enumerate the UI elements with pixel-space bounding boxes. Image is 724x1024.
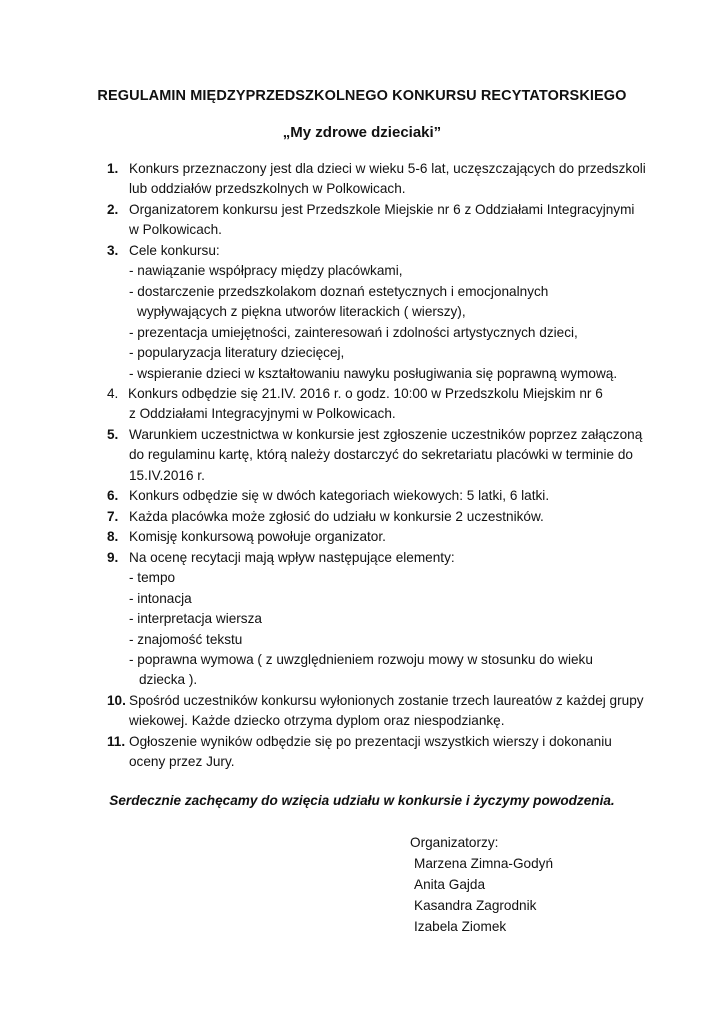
item-text: - tempo bbox=[129, 570, 176, 585]
item-text: - wspieranie dzieci w kształtowaniu nawyku posługiwania się poprawną wymową. bbox=[129, 366, 618, 381]
item-text: lub oddziałów przedszkolnych w Polkowicach. bbox=[129, 181, 406, 196]
item-text: - dostarczenie przedszkolakom doznań estetycznych i emocjonalnych bbox=[129, 284, 549, 299]
organizer-name: Marzena Zimna-Godyń bbox=[414, 856, 554, 871]
item-text: Komisję konkursową powołuje organizator. bbox=[129, 529, 386, 544]
item-number: 8. bbox=[107, 529, 119, 544]
item-text: wypływających z piękna utworów literackich ( wierszy), bbox=[137, 304, 466, 319]
item-text: - prezentacja umiejętności, zainteresowań i zdolności artystycznych dzieci, bbox=[129, 325, 578, 340]
item-text: 15.IV.2016 r. bbox=[129, 468, 205, 483]
item-text: Każda placówka może zgłosić do udziału w konkursie 2 uczestników. bbox=[129, 509, 544, 524]
organizers-label: Organizatorzy: bbox=[410, 835, 499, 850]
item-text: w Polkowicach. bbox=[129, 222, 222, 237]
document-subtitle: „My zdrowe dzieciaki” bbox=[282, 124, 442, 141]
item-text: - znajomość tekstu bbox=[129, 632, 243, 647]
item-text: Ogłoszenie wyników odbędzie się po prezentacji wszystkich wierszy i dokonaniu bbox=[129, 734, 612, 749]
organizer-name: Anita Gajda bbox=[414, 877, 486, 892]
item-number: 3. bbox=[107, 243, 119, 258]
item-text: Na ocenę recytacji mają wpływ następujące elementy: bbox=[129, 550, 455, 565]
item-text: wiekowej. Każde dziecko otrzyma dyplom oraz niespodziankę. bbox=[129, 713, 505, 728]
organizer-name: Izabela Ziomek bbox=[414, 919, 507, 934]
item-number: 7. bbox=[107, 509, 119, 524]
item-text: Cele konkursu: bbox=[129, 243, 220, 258]
item-text: Konkurs odbędzie się w dwóch kategoriach wiekowych: 5 latki, 6 latki. bbox=[129, 488, 550, 503]
item-number: 1. bbox=[107, 161, 119, 176]
item-number: 10. bbox=[107, 693, 126, 708]
item-number: 5. bbox=[107, 427, 119, 442]
item-number: 4. bbox=[107, 386, 119, 401]
item-text: - nawiązanie współpracy między placówkami, bbox=[129, 263, 403, 278]
item-text: - popularyzacja literatury dziecięcej, bbox=[129, 345, 345, 360]
item-text: dziecka ). bbox=[139, 672, 198, 687]
item-text: oceny przez Jury. bbox=[129, 754, 235, 769]
closing-message: Serdecznie zachęcamy do wzięcia udziału w konkursie i życzymy powodzenia. bbox=[109, 793, 615, 808]
item-text: Spośród uczestników konkursu wyłonionych zostanie trzech laureatów z każdej grupy bbox=[129, 693, 644, 708]
document-title: REGULAMIN MIĘDZYPRZEDSZKOLNEGO KONKURSU RECYTATORSKIEGO bbox=[97, 88, 627, 104]
item-text: - intonacja bbox=[129, 591, 192, 606]
item-number: 9. bbox=[107, 550, 119, 565]
item-number: 6. bbox=[107, 488, 119, 503]
item-text: do regulaminu kartę, którą należy dostarczyć do sekretariatu placówki w terminie do bbox=[129, 447, 633, 462]
item-text: Organizatorem konkursu jest Przedszkole Miejskie nr 6 z Oddziałami Integracyjnymi bbox=[129, 202, 635, 217]
item-text: Konkurs odbędzie się 21.IV. 2016 r. o godz. 10:00 w Przedszkolu Miejskim nr 6 bbox=[128, 386, 603, 401]
item-text: Warunkiem uczestnictwa w konkursie jest zgłoszenie uczestników poprzez załączoną bbox=[129, 427, 643, 442]
item-number: 2. bbox=[107, 202, 119, 217]
item-text: - interpretacja wiersza bbox=[129, 611, 262, 626]
item-text: Konkurs przeznaczony jest dla dzieci w wieku 5-6 lat, uczęszczających do przedszkoli bbox=[129, 161, 646, 176]
item-text: z Oddziałami Integracyjnymi w Polkowicach. bbox=[129, 406, 396, 421]
organizer-name: Kasandra Zagrodnik bbox=[414, 898, 537, 913]
item-text: - poprawna wymowa ( z uwzględnieniem rozwoju mowy w stosunku do wieku bbox=[129, 652, 593, 667]
item-number: 11. bbox=[107, 734, 126, 749]
